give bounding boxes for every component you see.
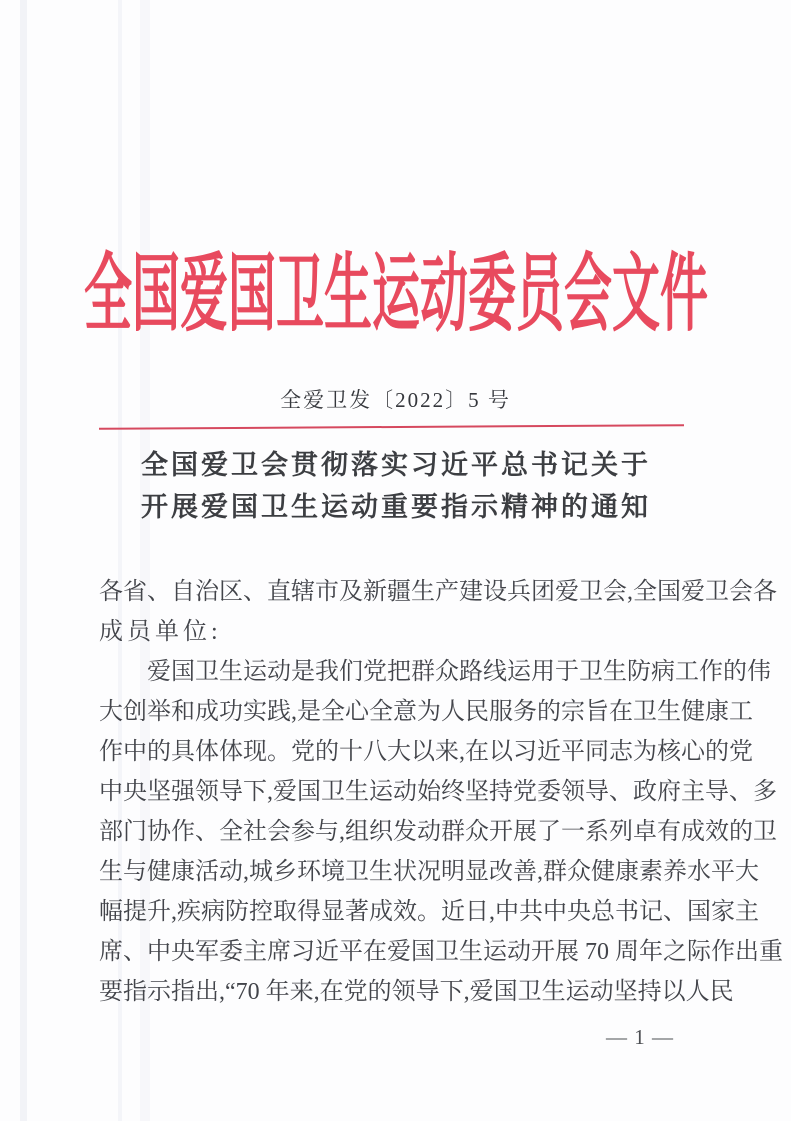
letterhead-title: 全国爱国卫生运动委员会文件 [83,247,708,342]
page-number: — 1 — [606,1025,674,1049]
body-line: 幅提升,疾病防控取得显著成效。近日,中共中央总书记、国家主 [99,899,759,925]
body-line: 大创举和成功实践,是全心全意为人民服务的宗旨在卫生健康工 [99,699,753,725]
document-number: 全爱卫发〔2022〕5 号 [280,388,511,412]
body-line: 席、中央军委主席习近平在爱国卫生运动开展 70 周年之际作出重 [99,939,783,965]
title-line-1: 全国爱卫会贯彻落实习近平总书记关于 [141,450,651,480]
red-divider-line [99,424,684,430]
body-line: 作中的具体体现。党的十八大以来,在以习近平同志为核心的党 [99,739,753,765]
scan-streak [20,0,27,1121]
letterhead [0,247,791,342]
salutation-line: 成员单位: [99,619,222,645]
document-body [99,572,783,1012]
body-line: 部门协作、全社会参与,组织发动群众开展了一系列卓有成效的卫 [99,819,777,845]
body-line: 生与健康活动,城乡环境卫生状况明显改善,群众健康素养水平大 [99,859,759,885]
body-line: 中央坚强领导下,爱国卫生运动始终坚持党委领导、政府主导、多 [99,779,777,805]
body-line: 爱国卫生运动是我们党把群众路线运用于卫生防病工作的伟 [99,659,771,685]
title-line-2: 开展爱国卫生运动重要指示精神的通知 [141,492,651,522]
body-line: 要指示指出,“70 年来,在党的领导下,爱国卫生运动坚持以人民 [99,979,734,1005]
document-title [99,444,693,528]
salutation-line: 各省、自治区、直辖市及新疆生产建设兵团爱卫会,全国爱卫会各 [99,579,777,605]
